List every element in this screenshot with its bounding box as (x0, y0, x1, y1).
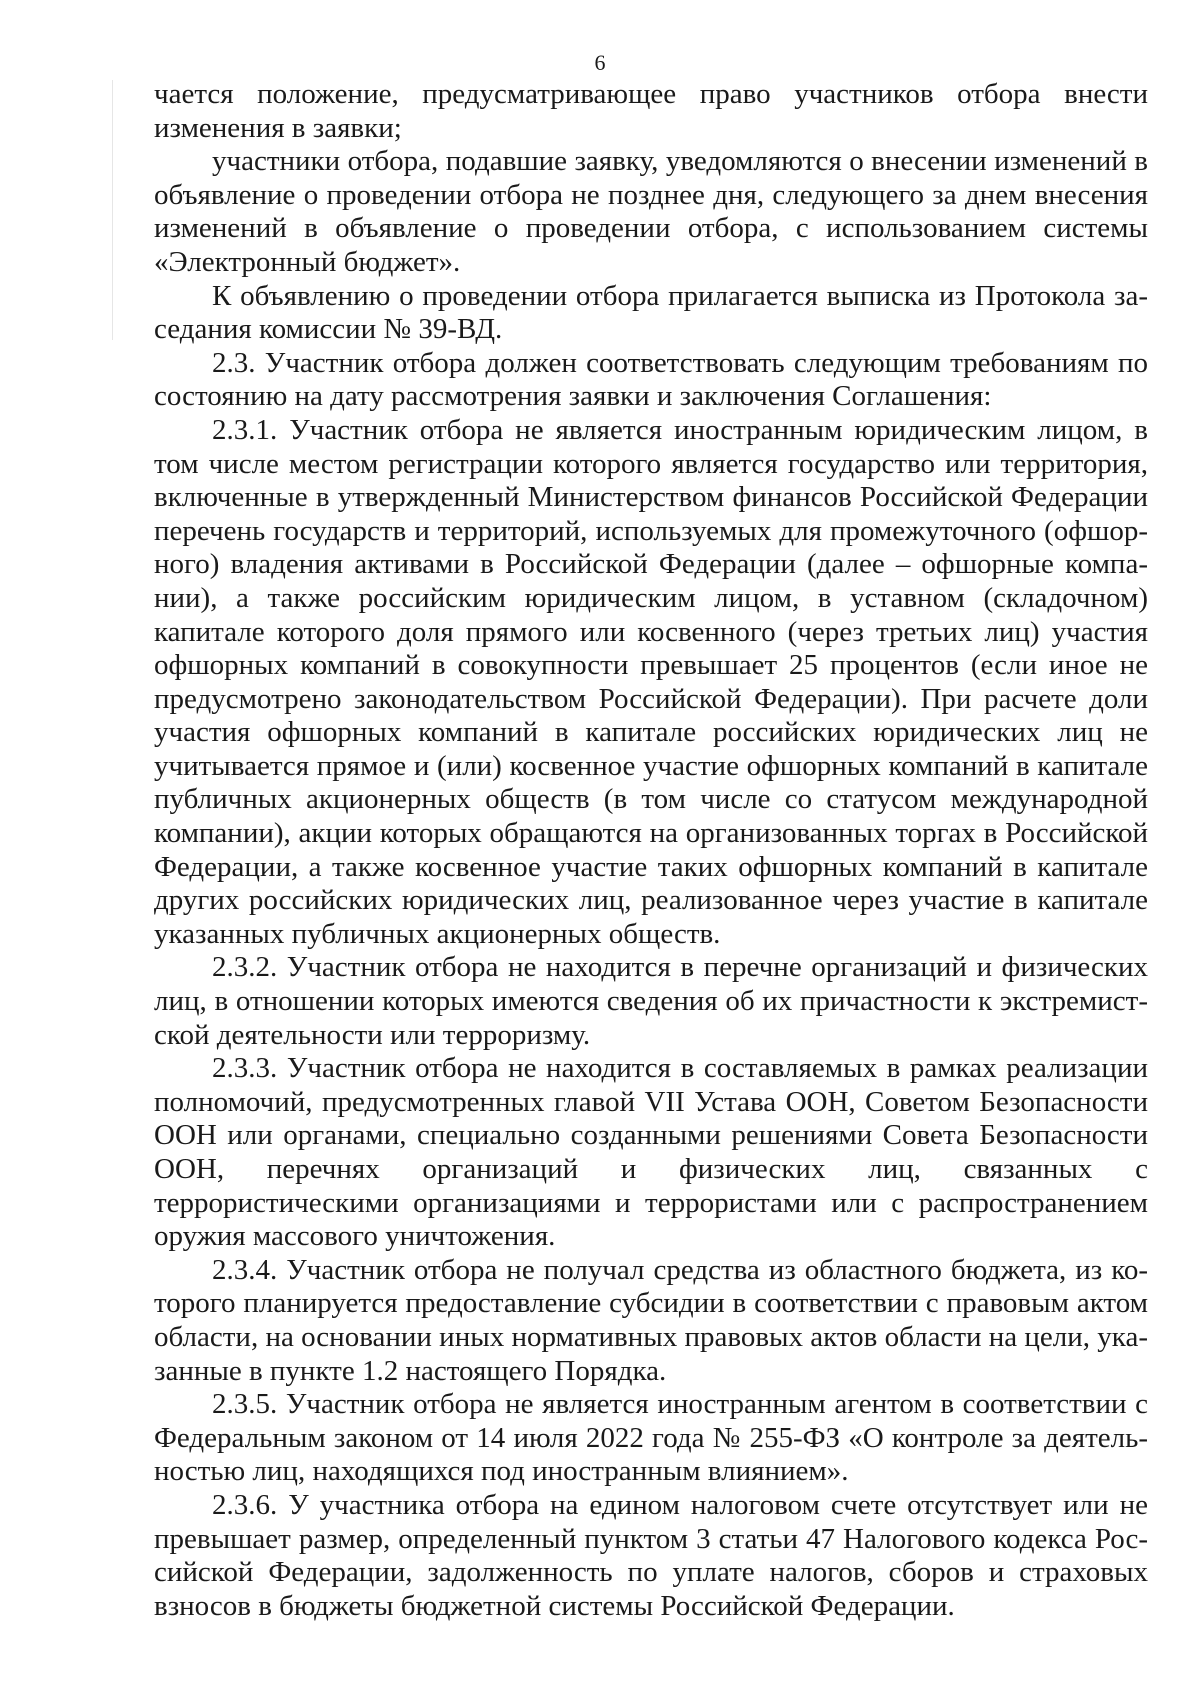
paragraph-2-3-2: 2.3.2. Участник отбора не находится в перечне организаций и физических лиц, в отношении которых имеются сведения об их причастности к экстремистской деятельности или терроризму. (154, 951, 1148, 1051)
paragraph-protocol-extract: К объявлению о проведении отбора прилагается выписка из Протокола заседания комиссии № 39-ВД. (154, 279, 1148, 346)
paragraph-2-3: 2.3. Участник отбора должен соответствовать следующим требованиям по состоянию на дату рассмотрения заявки и заключения Соглашения: (154, 346, 1148, 413)
paragraph-2-3-5: 2.3.5. Участник отбора не является иностранным агентом в соответствии с Федеральным законом от 14 июля 2022 года № 255-ФЗ «О контроле за деятельностью лиц, находящихся под иностранным влиянием». (154, 1388, 1148, 1488)
paragraph-2-3-1: 2.3.1. Участник отбора не является иностранным юридическим лицом, в том числе местом регистрации которого является государство или территория, включенные в утвержденный Министерством финансов Российской Федерации перечень государств и территорий, используемых для промежуточного (офшорного) владения активами в Российской Федерации (далее – офшорные компании), а также российским юридическим лицом, в уставном (складочном) капитале которого доля прямого или косвенного (через третьих лиц) участия офшорных компаний в совокупности превышает 25 процентов (если иное не предусмотрено законодательством Российской Федерации). При расчете доли участия офшорных компаний в капитале российских юридических лиц не учитывается прямое и (или) косвенное участие офшорных компаний в капитале публичных акционерных обществ (в том числе со статусом международной компании), акции которых обращаются на организованных торгах в Российской Федерации, а также косвенное участие таких офшорных компаний в капитале других российских юридических лиц, реализованное через участие в капитале указанных публичных акционерных обществ. (154, 413, 1148, 950)
paragraph-2-3-4: 2.3.4. Участник отбора не получал средства из областного бюджета, из которого планируется предоставление субсидии в соответствии с правовым актом области, на основании иных нормативных правовых актов области на цели, указанные в пункте 1.2 настоящего Порядка. (154, 1253, 1148, 1387)
document-body (154, 78, 1148, 1623)
paragraph-continuation: чается положение, предусматривающее право участников отбора внести изменения в заявки; (154, 78, 1148, 144)
scan-margin-mark (112, 80, 113, 340)
paragraph-2-3-6: 2.3.6. У участника отбора на едином налоговом счете отсутствует или не превышает размер, определенный пунктом 3 статьи 47 Налогового кодекса Российской Федерации, задолженность по уплате налогов, сборов и страховых взносов в бюджеты бюджетной системы Российской Федерации. (154, 1488, 1148, 1622)
page-number: 6 (594, 50, 606, 75)
paragraph-2-3-3: 2.3.3. Участник отбора не находится в составляемых в рамках реализации полномочий, предусмотренных главой VII Устава ООН, Советом Безопасности ООН или органами, специально созданными решениями Совета Безопасности ООН, перечнях организаций и физических лиц, связанных с террористическими организациями и террористами или с распространением оружия массового уничтожения. (154, 1052, 1148, 1253)
paragraph-notification: участники отбора, подавшие заявку, уведомляются о внесении изменений в объявление о проведении отбора не позднее дня, следующего за днем внесения изменений в объявление о проведении отбора, с использованием системы «Электронный бюджет». (154, 145, 1148, 278)
